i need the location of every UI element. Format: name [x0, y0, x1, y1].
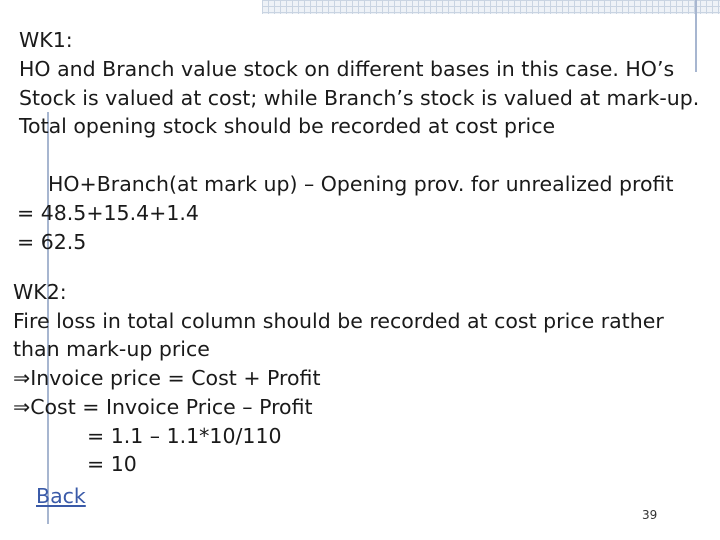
implies-symbol: ⇒: [13, 366, 31, 390]
wk1-line-1: HO and Branch value stock on different bases in this case. HO’s: [19, 57, 675, 81]
implication-text: Cost = Invoice Price – Profit: [30, 395, 313, 419]
back-link[interactable]: Back: [36, 484, 86, 508]
wk2-line-1: Fire loss in total column should be recorded at cost price rather: [13, 309, 664, 333]
wk2-calc-line-1: = 1.1 – 1.1*10/110: [87, 424, 282, 448]
page-number: 39: [642, 508, 658, 522]
wk1-formula-line-2: = 48.5+15.4+1.4: [17, 201, 199, 225]
wk2-calc-line-2: = 10: [87, 452, 137, 476]
wk2-heading: WK2:: [13, 280, 67, 304]
wk1-line-2: Stock is valued at cost; while Branch’s stock is valued at mark-up.: [19, 86, 700, 110]
implies-symbol: ⇒: [13, 395, 31, 419]
wk2-implication-2: [13, 393, 313, 421]
wk1-formula-line-1: HO+Branch(at mark up) – Opening prov. for unrealized profit: [48, 172, 674, 196]
wk1-formula-line-3: = 62.5: [17, 230, 87, 254]
decorative-right-line: [695, 0, 697, 72]
wk1-heading: WK1:: [19, 28, 73, 52]
wk1-line-3: Total opening stock should be recorded at cost price: [19, 114, 556, 138]
wk2-implication-1: [13, 364, 320, 392]
wk2-line-2: than mark-up price: [13, 337, 210, 361]
implication-text: Invoice price = Cost + Profit: [30, 366, 321, 390]
decorative-grid: [262, 0, 720, 14]
